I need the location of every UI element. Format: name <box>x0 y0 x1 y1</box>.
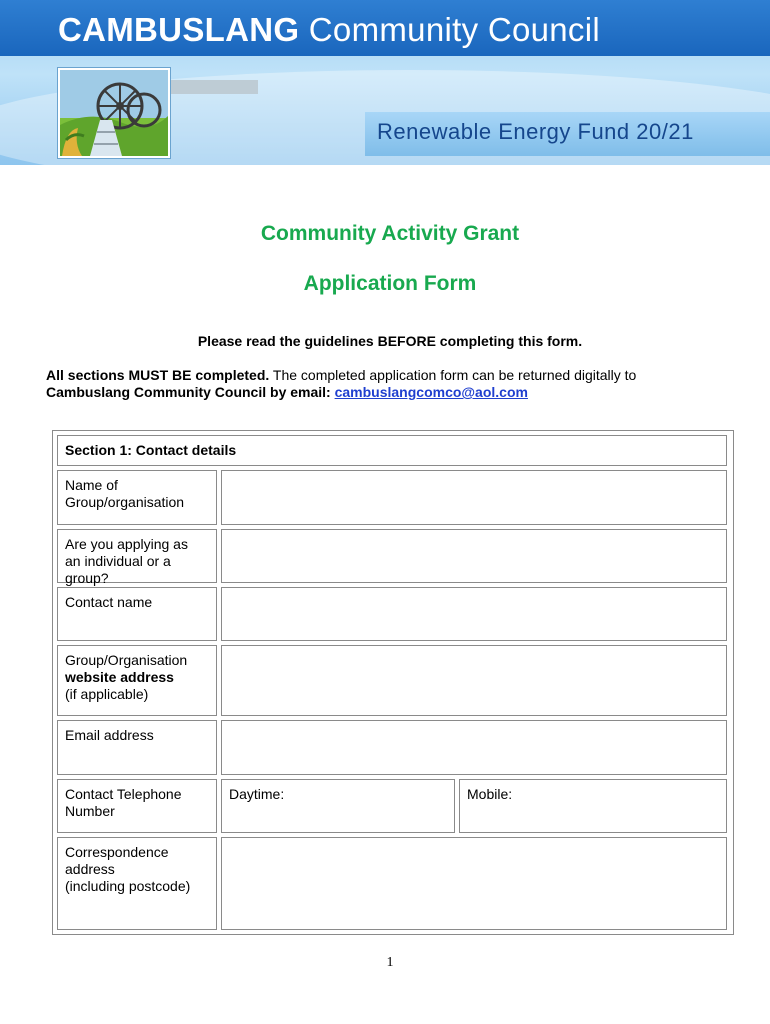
name-label: Name of Group/organisation <box>57 470 217 525</box>
guideline-note: Please read the guidelines BEFORE completing this form. <box>197 333 583 349</box>
address-label: Correspondence address (including postcode) <box>57 837 217 930</box>
name-field[interactable] <box>221 470 727 525</box>
website-label: Group/Organisation website address (if applicable) <box>57 645 217 716</box>
address-field[interactable] <box>221 837 727 930</box>
wheel-landscape-logo-icon <box>58 68 170 158</box>
fund-title-bar <box>365 112 770 156</box>
instructions-line-2: Cambuslang Community Council by email: cambuslangcomco@aol.com <box>46 384 528 400</box>
document-subtitle: Application Form <box>303 272 477 295</box>
document-title: Community Activity Grant <box>260 222 520 245</box>
banner-strip <box>168 80 258 94</box>
mobile-label: Mobile: <box>467 786 513 802</box>
page-number: 1 <box>386 955 394 970</box>
council-name: CAMBUSLANG Community Council <box>58 11 600 48</box>
email-field[interactable] <box>221 720 727 775</box>
instructions-line-1: All sections MUST BE completed. The completed application form can be returned digitally to <box>46 367 637 383</box>
header-banner <box>0 0 770 165</box>
mobile-phone-field[interactable] <box>459 779 727 833</box>
daytime-phone-field[interactable] <box>221 779 455 833</box>
phone-label: Contact Telephone Number <box>57 779 217 833</box>
contact-name-field[interactable] <box>221 587 727 641</box>
applying-as-label: Are you applying as an individual or a group? <box>57 529 217 583</box>
fund-title: Renewable Energy Fund 20/21 <box>377 119 694 144</box>
contact-name-label: Contact name <box>57 587 217 641</box>
website-field[interactable] <box>221 645 727 716</box>
title-bar <box>0 0 770 56</box>
email-link[interactable]: cambuslangcomco@aol.com <box>334 384 528 400</box>
section-title: Section 1: Contact details <box>57 435 727 466</box>
daytime-label: Daytime: <box>229 786 285 802</box>
email-label: Email address <box>57 720 217 775</box>
applying-as-field[interactable] <box>221 529 727 583</box>
